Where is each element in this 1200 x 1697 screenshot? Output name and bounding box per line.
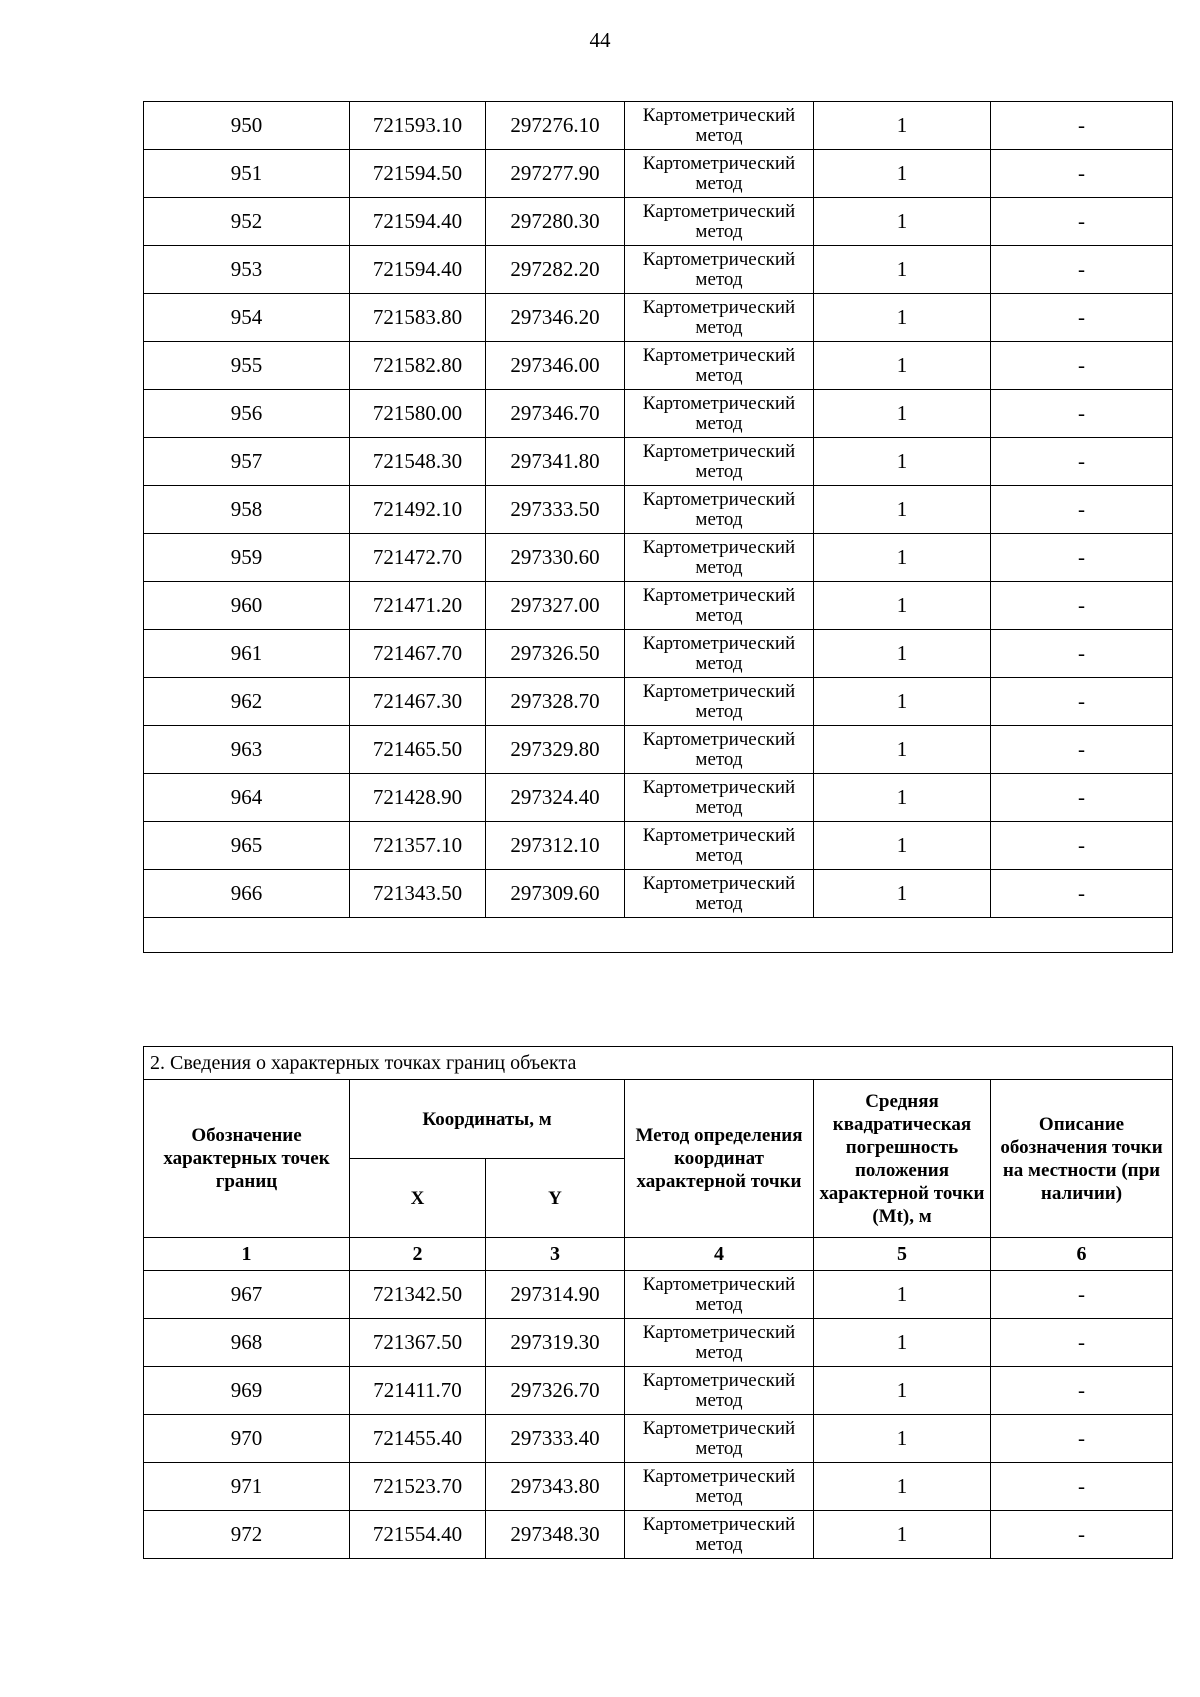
table-row — [144, 1271, 1173, 1319]
description-cell: - — [991, 390, 1173, 438]
description-cell: - — [991, 630, 1173, 678]
table-row — [144, 822, 1173, 870]
method-cell — [625, 1463, 814, 1511]
method-line-2: метод — [695, 604, 743, 626]
description-cell: - — [991, 678, 1173, 726]
x-coordinate-cell: 721523.70 — [350, 1463, 486, 1511]
method-line-2: метод — [695, 1389, 743, 1411]
x-coordinate-cell: 721472.70 — [350, 534, 486, 582]
x-coordinate-cell: 721428.90 — [350, 774, 486, 822]
method-cell — [625, 822, 814, 870]
description-cell: - — [991, 1511, 1173, 1559]
y-coordinate-cell: 297330.60 — [486, 534, 625, 582]
header-coordinates: Координаты, м — [350, 1080, 625, 1159]
method-line-1: Картометрический — [642, 872, 796, 894]
method-cell — [625, 438, 814, 486]
boundary-points-body — [144, 1271, 1173, 1559]
x-coordinate-cell: 721465.50 — [350, 726, 486, 774]
mean-error-cell: 1 — [814, 870, 991, 918]
mean-error-cell: 1 — [814, 150, 991, 198]
y-coordinate-cell: 297282.20 — [486, 246, 625, 294]
method-cell — [625, 150, 814, 198]
method-cell — [625, 390, 814, 438]
y-coordinate-cell: 297346.00 — [486, 342, 625, 390]
mean-error-cell: 1 — [814, 726, 991, 774]
point-number-cell: 954 — [144, 294, 350, 342]
table-row — [144, 246, 1173, 294]
coordinates-table-body — [144, 102, 1173, 918]
y-coordinate-cell: 297327.00 — [486, 582, 625, 630]
method-line-1: Картометрический — [642, 392, 796, 414]
method-line-2: метод — [695, 1485, 743, 1507]
table-row — [144, 1319, 1173, 1367]
point-number-cell: 950 — [144, 102, 350, 150]
x-coordinate-cell: 721554.40 — [350, 1511, 486, 1559]
point-number-cell: 952 — [144, 198, 350, 246]
column-number: 2 — [350, 1238, 486, 1271]
x-coordinate-cell: 721580.00 — [350, 390, 486, 438]
y-coordinate-cell: 297343.80 — [486, 1463, 625, 1511]
method-cell — [625, 774, 814, 822]
table-row — [144, 102, 1173, 150]
x-coordinate-cell: 721583.80 — [350, 294, 486, 342]
method-cell — [625, 294, 814, 342]
method-cell — [625, 1367, 814, 1415]
point-number-cell: 956 — [144, 390, 350, 438]
method-line-2: метод — [695, 316, 743, 338]
page-number: 44 — [589, 28, 611, 52]
column-number: 3 — [486, 1238, 625, 1271]
mean-error-cell: 1 — [814, 438, 991, 486]
x-coordinate-cell: 721467.30 — [350, 678, 486, 726]
method-line-2: метод — [695, 1437, 743, 1459]
mean-error-cell: 1 — [814, 294, 991, 342]
mean-error-cell: 1 — [814, 390, 991, 438]
method-line-1: Картометрический — [642, 632, 796, 654]
y-coordinate-cell: 297341.80 — [486, 438, 625, 486]
column-number: 6 — [991, 1238, 1173, 1271]
method-cell — [625, 582, 814, 630]
description-cell: - — [991, 294, 1173, 342]
table-row — [144, 678, 1173, 726]
y-coordinate-cell: 297326.50 — [486, 630, 625, 678]
method-line-1: Картометрический — [642, 248, 796, 270]
method-line-1: Картометрический — [642, 1417, 796, 1439]
point-number-cell: 962 — [144, 678, 350, 726]
method-line-1: Картометрический — [642, 680, 796, 702]
x-coordinate-cell: 721357.10 — [350, 822, 486, 870]
table-row — [144, 342, 1173, 390]
method-line-1: Картометрический — [642, 1369, 796, 1391]
x-coordinate-cell: 721367.50 — [350, 1319, 486, 1367]
table-row — [144, 198, 1173, 246]
method-line-2: метод — [695, 844, 743, 866]
point-number-cell: 963 — [144, 726, 350, 774]
method-cell — [625, 198, 814, 246]
point-number-cell: 965 — [144, 822, 350, 870]
method-line-1: Картометрический — [642, 728, 796, 750]
method-cell — [625, 534, 814, 582]
x-coordinate-cell: 721594.40 — [350, 246, 486, 294]
method-cell — [625, 1271, 814, 1319]
method-line-2: метод — [695, 124, 743, 146]
mean-error-cell: 1 — [814, 246, 991, 294]
method-line-1: Картометрический — [642, 440, 796, 462]
point-number-cell: 970 — [144, 1415, 350, 1463]
method-cell — [625, 246, 814, 294]
method-cell — [625, 1319, 814, 1367]
method-line-1: Картометрический — [642, 536, 796, 558]
method-line-2: метод — [695, 1341, 743, 1363]
description-cell: - — [991, 342, 1173, 390]
header-point-designation: Обозначение характерных точек границ — [144, 1080, 350, 1238]
mean-error-cell: 1 — [814, 1511, 991, 1559]
description-cell: - — [991, 1415, 1173, 1463]
table-row — [144, 438, 1173, 486]
point-number-cell: 972 — [144, 1511, 350, 1559]
x-coordinate-cell: 721594.50 — [350, 150, 486, 198]
method-line-2: метод — [695, 364, 743, 386]
point-number-cell: 958 — [144, 486, 350, 534]
method-line-1: Картометрический — [642, 488, 796, 510]
mean-error-cell: 1 — [814, 822, 991, 870]
method-cell — [625, 870, 814, 918]
x-coordinate-cell: 721594.40 — [350, 198, 486, 246]
method-line-1: Картометрический — [642, 152, 796, 174]
x-coordinate-cell: 721593.10 — [350, 102, 486, 150]
mean-error-cell: 1 — [814, 534, 991, 582]
mean-error-cell: 1 — [814, 630, 991, 678]
mean-error-cell: 1 — [814, 1415, 991, 1463]
description-cell: - — [991, 246, 1173, 294]
method-cell — [625, 726, 814, 774]
method-line-2: метод — [695, 508, 743, 530]
y-coordinate-cell: 297346.70 — [486, 390, 625, 438]
method-cell — [625, 486, 814, 534]
x-coordinate-cell: 721548.30 — [350, 438, 486, 486]
method-line-1: Картометрический — [642, 1321, 796, 1343]
method-line-2: метод — [695, 460, 743, 482]
mean-error-cell: 1 — [814, 1367, 991, 1415]
description-cell: - — [991, 534, 1173, 582]
point-number-cell: 968 — [144, 1319, 350, 1367]
method-line-1: Картометрический — [642, 200, 796, 222]
table-row — [144, 294, 1173, 342]
table-caption: 2. Сведения о характерных точках границ объекта — [144, 1047, 1173, 1080]
point-number-cell: 961 — [144, 630, 350, 678]
y-coordinate-cell: 297333.40 — [486, 1415, 625, 1463]
table-row — [144, 726, 1173, 774]
header-y: Y — [486, 1159, 625, 1238]
y-coordinate-cell: 297276.10 — [486, 102, 625, 150]
y-coordinate-cell: 297314.90 — [486, 1271, 625, 1319]
y-coordinate-cell: 297348.30 — [486, 1511, 625, 1559]
point-number-cell: 971 — [144, 1463, 350, 1511]
table-row — [144, 390, 1173, 438]
table-row — [144, 1463, 1173, 1511]
method-line-1: Картометрический — [642, 104, 796, 126]
description-cell: - — [991, 150, 1173, 198]
point-number-cell: 960 — [144, 582, 350, 630]
method-cell — [625, 1415, 814, 1463]
description-cell: - — [991, 1367, 1173, 1415]
method-line-2: метод — [695, 892, 743, 914]
x-coordinate-cell: 721467.70 — [350, 630, 486, 678]
method-line-2: метод — [695, 556, 743, 578]
table-row — [144, 1415, 1173, 1463]
mean-error-cell: 1 — [814, 198, 991, 246]
method-line-1: Картометрический — [642, 824, 796, 846]
method-line-2: метод — [695, 412, 743, 434]
header-x: X — [350, 1159, 486, 1238]
mean-error-cell: 1 — [814, 1463, 991, 1511]
description-cell: - — [991, 438, 1173, 486]
header-method: Метод определения координат характерной точки — [625, 1080, 814, 1238]
y-coordinate-cell: 297280.30 — [486, 198, 625, 246]
point-number-cell: 953 — [144, 246, 350, 294]
table-row — [144, 1367, 1173, 1415]
mean-error-cell: 1 — [814, 678, 991, 726]
method-line-1: Картометрический — [642, 1273, 796, 1295]
method-line-1: Картометрический — [642, 776, 796, 798]
x-coordinate-cell: 721492.10 — [350, 486, 486, 534]
x-coordinate-cell: 721411.70 — [350, 1367, 486, 1415]
y-coordinate-cell: 297319.30 — [486, 1319, 625, 1367]
x-coordinate-cell: 721343.50 — [350, 870, 486, 918]
empty-row — [144, 918, 1173, 953]
mean-error-cell: 1 — [814, 486, 991, 534]
method-line-2: метод — [695, 268, 743, 290]
description-cell: - — [991, 870, 1173, 918]
y-coordinate-cell: 297329.80 — [486, 726, 625, 774]
point-number-cell: 957 — [144, 438, 350, 486]
method-line-2: метод — [695, 748, 743, 770]
table-row — [144, 774, 1173, 822]
method-line-2: метод — [695, 652, 743, 674]
point-number-cell: 964 — [144, 774, 350, 822]
mean-error-cell: 1 — [814, 102, 991, 150]
point-number-cell: 959 — [144, 534, 350, 582]
method-cell — [625, 630, 814, 678]
method-cell — [625, 342, 814, 390]
point-number-cell: 966 — [144, 870, 350, 918]
point-number-cell: 967 — [144, 1271, 350, 1319]
method-line-2: метод — [695, 172, 743, 194]
y-coordinate-cell: 297277.90 — [486, 150, 625, 198]
method-line-2: метод — [695, 1293, 743, 1315]
table-row — [144, 630, 1173, 678]
column-number: 5 — [814, 1238, 991, 1271]
method-line-2: метод — [695, 220, 743, 242]
boundary-points-table — [143, 1046, 1173, 1559]
method-cell — [625, 678, 814, 726]
column-number: 4 — [625, 1238, 814, 1271]
mean-error-cell: 1 — [814, 774, 991, 822]
method-cell — [625, 1511, 814, 1559]
mean-error-cell: 1 — [814, 1271, 991, 1319]
method-line-1: Картометрический — [642, 344, 796, 366]
x-coordinate-cell: 721455.40 — [350, 1415, 486, 1463]
description-cell: - — [991, 822, 1173, 870]
x-coordinate-cell: 721342.50 — [350, 1271, 486, 1319]
table-row — [144, 150, 1173, 198]
y-coordinate-cell: 297309.60 — [486, 870, 625, 918]
y-coordinate-cell: 297328.70 — [486, 678, 625, 726]
description-cell: - — [991, 774, 1173, 822]
method-line-2: метод — [695, 1533, 743, 1555]
description-cell: - — [991, 726, 1173, 774]
table-row — [144, 582, 1173, 630]
x-coordinate-cell: 721471.20 — [350, 582, 486, 630]
description-cell: - — [991, 1271, 1173, 1319]
method-cell — [625, 102, 814, 150]
table-row — [144, 870, 1173, 918]
y-coordinate-cell: 297312.10 — [486, 822, 625, 870]
method-line-1: Картометрический — [642, 1513, 796, 1535]
mean-error-cell: 1 — [814, 1319, 991, 1367]
method-line-1: Картометрический — [642, 1465, 796, 1487]
description-cell: - — [991, 198, 1173, 246]
mean-error-cell: 1 — [814, 342, 991, 390]
column-number: 1 — [144, 1238, 350, 1271]
description-cell: - — [991, 1319, 1173, 1367]
coordinates-table-continued — [143, 101, 1173, 953]
method-line-2: метод — [695, 700, 743, 722]
method-line-1: Картометрический — [642, 584, 796, 606]
header-description: Описание обозначения точки на местности (при наличии) — [991, 1080, 1173, 1238]
point-number-cell: 951 — [144, 150, 350, 198]
point-number-cell: 955 — [144, 342, 350, 390]
x-coordinate-cell: 721582.80 — [350, 342, 486, 390]
y-coordinate-cell: 297333.50 — [486, 486, 625, 534]
description-cell: - — [991, 486, 1173, 534]
header-mean-error: Средняя квадратическая погрешность положения характерной точки (Mt), м — [814, 1080, 991, 1238]
description-cell: - — [991, 1463, 1173, 1511]
table-row — [144, 1511, 1173, 1559]
method-line-1: Картометрический — [642, 296, 796, 318]
description-cell: - — [991, 102, 1173, 150]
y-coordinate-cell: 297346.20 — [486, 294, 625, 342]
table-row — [144, 534, 1173, 582]
description-cell: - — [991, 582, 1173, 630]
y-coordinate-cell: 297324.40 — [486, 774, 625, 822]
y-coordinate-cell: 297326.70 — [486, 1367, 625, 1415]
table-row — [144, 486, 1173, 534]
mean-error-cell: 1 — [814, 582, 991, 630]
method-line-2: метод — [695, 796, 743, 818]
point-number-cell: 969 — [144, 1367, 350, 1415]
